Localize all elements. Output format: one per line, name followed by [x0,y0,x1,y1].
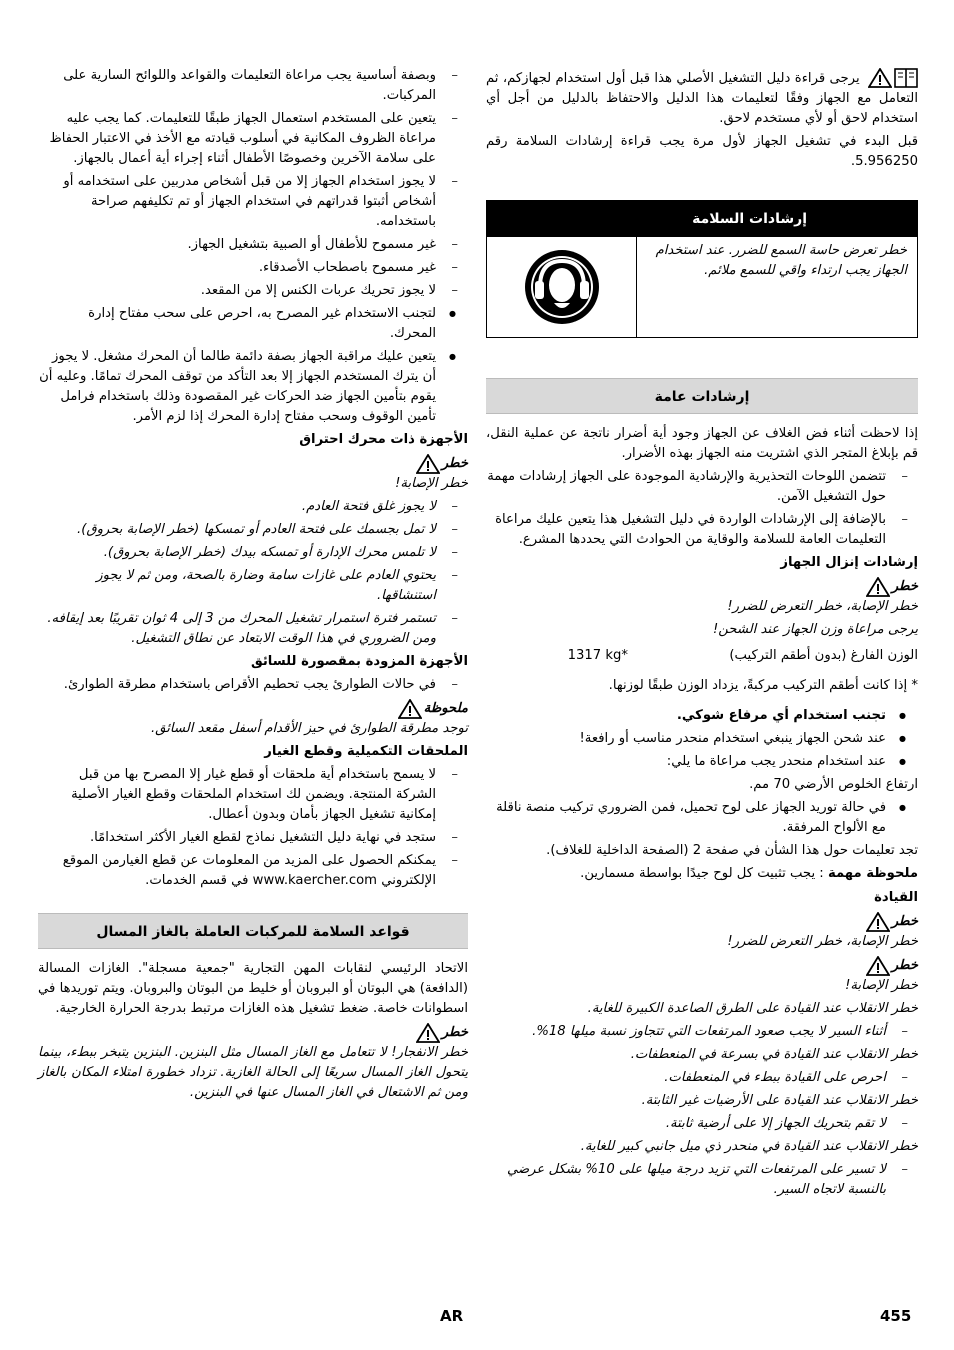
unload-heading: إرشادات إنزال الجهاز [780,555,918,570]
engine-danger-1: خطر الإصابة! [395,476,468,491]
list-item: – يمكنكم الحصول على المزيد من المعلومات عن قطع الغيارمن الموقع الإلكتروني www.kaercher.com في قسم الخدمات. [38,851,468,891]
pallet-note: تجد تعليمات حول هذا الشأن في صفحة 2 (الصفحة الداخلية للغلاف). [546,843,918,858]
drive-list-4 [486,1160,918,1200]
lpg-paragraph: الاتحاد الرئيسي لنقابات المهن التجارية "جمعية مسجلة". الغازات المسالة (الدافعة) هي البوتان أو البروبان أو خليط من البوتان والبروبان. ويتم توريدها في اسطوانات خاصة. ضغط تشغيل هذه الغازات مرتبط بدرجة الحرارة الخارجية. [38,961,468,1016]
drive-danger-3: خطر الانقلاب عند القيادة على الطرق الصاعدة الكبيرة للغاية. [587,1001,918,1016]
warning-triangle-icon [866,577,890,597]
pallet-list [486,798,918,838]
warning-triangle-icon [398,699,422,719]
safety-table-row [487,237,917,337]
danger-line [486,577,918,597]
list-item: – أثناء السير لا يجب صعود المرتفعات التي تتجاوز نسبة ميلها 18%. [486,1022,918,1042]
list-item: – وبصفة أساسية يجب مراعاة التعليمات والقواعد واللوائح السارية على المركبات. [38,66,468,106]
warning-triangle-icon [866,912,890,932]
cab-note: توجد مطرقة الطوارئ في حيز الأقدام أسفل مقعد السائق. [151,721,468,736]
unload-danger-2: يرجى مراعاة وزن الجهاز عند الشحن! [713,622,918,637]
rules-list [38,66,468,301]
engine-list [38,497,468,649]
list-item: ● تجنب استخدام أي مرفاع شوكي. [486,706,918,726]
list-item: – غير مسموح باصطحاب الأصدقاء. [38,258,468,278]
drive-danger-1: خطر الإصابة، خطر التعرض للضرر! [727,934,918,949]
weight-row [486,646,918,666]
list-item: – لا يسمح باستخدام أية ملحقات أو قطع غيار إلا المصرح بها من قبل الشركة المنتجة. ويضمن لك استخدام الملحقات وقطع الغيار الأصلية إمكانية تشغيل الجهاز بأمان وبدون أعطال. [38,765,468,825]
list-item: – ستجد في نهاية دليل التشغيل نماذج لقطع الغيار الأكثر استخدامًا. [38,828,468,848]
danger-line [486,912,918,932]
weight-value: 1317 kg* [567,648,628,663]
ear-protection-icon [522,247,602,327]
safety-table-header: إرشادات السلامة [487,201,917,237]
note-line [38,699,468,719]
list-item: – لا يجوز غلق فتحة العادم. [38,497,468,517]
operator-list [38,304,468,427]
warning-triangle-icon [868,68,892,88]
danger-line [38,1023,468,1043]
danger-label: خطر [891,914,918,929]
cab-heading: الأجهزة المزودة بمقصورة للسائق [250,654,468,669]
unload-danger-1: خطر الإصابة، خطر التعرض للضرر! [727,599,918,614]
safety-table [486,200,918,338]
manual-book-icon [894,68,918,88]
list-item: – تتضمن اللوحات التحذيرية والإرشادية الموجودة على الجهاز إرشادات مهمة حول التشغيل الآمن. [486,467,918,507]
drive-danger-5: خطر الانقلاب عند القيادة على الأرضيات غير الثابتة. [641,1093,918,1108]
warning-triangle-icon [416,1023,440,1043]
danger-line [486,956,918,976]
weight-label: الوزن الفارغ (بدون أطقم التركيب) [729,648,918,663]
intro-text-1: يرجى قراءة دليل التشغيل الأصلي هذا قبل أول استخدام لجهازكم، ثم التعامل مع الجهاز وفقًا لتعليمات هذا الدليل والاحتفاظ بالدليل من أجل أي استخدام لاحق أو لأي مستخدم لاحق. [486,71,918,126]
list-item: – لا يجوز تحريك عربات الكنس إلا من المقعد. [38,281,468,301]
left-column [38,62,468,1106]
safety-table-icon-cell [487,237,636,337]
cab-list [38,675,468,695]
list-item: – غير مسموح للأطفال أو الصبية بتشغيل الجهاز. [38,235,468,255]
shipping-list [486,706,918,772]
list-item: – لا يجوز استخدام الجهاز إلا من قبل أشخاص مدربين على استخدامه أو أشخاص أثبتوا قدراتهم في استخدام الجهاز أو تم تكليفهم صراحة باستخدامه. [38,172,468,232]
list-item: – يتعين على المستخدم استعمال الجهاز طبقًا للتعليمات. كما يجب عليه مراعاة الظروف المكانية في أسلوب قيادته مع الأخذ في الاعتبار الحفاظ على سلامة الآخرين وخصوصًا الأطفال أثناء إجراء أية أعمال بالجهاز. [38,109,468,169]
general-paragraph: إذا لاحظت أثناء فض الغلاف عن الجهاز وجود أية أضرار ناتجة عن عملية النقل، قم بإبلاغ المتجر الذي اشتريت منه الجهاز بهذه الأضرار. [486,426,918,461]
accessories-heading: الملحقات التكميلية وقطع الغيار [264,744,468,759]
drive-list-3 [486,1114,918,1134]
list-item: ● يتعين عليك مراقبة الجهاز بصفة دائمة طالما أن المحرك مشغل. لا يجوز أن يترك المستخدم الجهاز إلا بعد التأكد من توقف المحرك تمامًا. وعليه أن يقوم بتأمين الجهاز ضد الحركات غير المقصودة وذلك باستخدام فرامل تأمين الوقوف وسحب مفتاح إدارة المحرك إذا لزم الأمر. [38,347,468,427]
list-item: ● عند استخدام منحدر يجب مراعاة ما يلي: [486,752,918,772]
danger-label: خطر [891,958,918,973]
list-item: ● في حالة توريد الجهاز على لوح تحميل، فمن الضروري تركيب منصة ناقلة مع الألواح المرفقة. [486,798,918,838]
warning-triangle-icon [416,454,440,474]
intro-paragraph [486,68,918,129]
important-note-text: : يجب تثبيت كل لوح جيدًا بواسطة مسمارين. [580,866,828,881]
list-item: – في حالات الطوارئ يجب تحطيم الأقراص باستخدام مطرقة الطوارئ. [38,675,468,695]
list-item: – بالإضافة إلى الإرشادات الواردة في دليل التشغيل هذا يتعين عليك مراعاة التعليمات العامة للسلامة والوقاية من الحوادث التي يحددها المشرع. [486,510,918,550]
list-item: – تستمر فترة استمرار تشغيل المحرك من 3 إلى 4 ثوان تقريبًا بعد إيقافه. ومن الضروري في هذا الوقت الابتعاد عن نطاق التشغيل. [38,609,468,649]
engine-heading: الأجهزة ذات محرك احتراق [299,432,468,447]
danger-line [38,454,468,474]
danger-label: خطر [441,1025,468,1040]
warning-triangle-icon [866,956,890,976]
lpg-danger: خطر الانفجار! لا تتعامل مع الغاز المسال مثل البنزين. البنزين يتبخر ببطء، بينما يتحول الغاز المسال سريعًا إلى الحالة الغازية. تزداد خطورة امتلاء المكان بالغاز ومن ثم الاشتعال في الغاز المسال عنها في البنزين. [38,1045,468,1100]
lpg-heading: قواعد السلامة للمركبات العاملة بالغاز المسال [38,913,468,949]
danger-label: خطر [441,456,468,471]
drive-danger-4: خطر الانقلاب عند القيادة في بسرعة في المنعطفات. [630,1047,918,1062]
driving-heading: القيادة [874,890,918,905]
intro-text-2: قبل البدء في تشغيل الجهاز لأول مرة يجب قراءة إرشادات السلامة رقم 5.956250. [486,134,918,169]
list-item: – لا تسير على المرتفعات التي تزيد درجة ميلها على 10% بشكل عرضي بالنسبة لاتجاه السير. [486,1160,918,1200]
right-column [486,62,918,1203]
note-label: ملحوظة [423,701,468,716]
drive-list-2 [486,1068,918,1088]
general-list [486,467,918,550]
list-item: – احرص على القيادة ببطء في المنعطفات. [486,1068,918,1088]
list-item: ● عند شحن الجهاز ينبغي استخدام منحدر مناسب أو رافعة! [486,729,918,749]
list-item: – لا تلمس محرك الإدارة أو تمسكه بيدك (خطر الإصابة بحروق). [38,543,468,563]
accessories-list [38,765,468,891]
list-item: – يحتوي العادم على غازات سامة وضارة بالصحة، ومن ثم لا يجوز استنشاقها. [38,566,468,606]
list-item: – لا تقم بتحريك الجهاز إلا على أرضية ثابتة. [486,1114,918,1134]
important-note-label: ملحوظة مهمة [827,866,918,881]
drive-list-1 [486,1022,918,1042]
clearance-text: ارتفاع الخلوص الأرضي 70 مم. [749,777,918,792]
list-item: ● لتجنب الاستخدام غير المصرح به، احرص على سحب مفتاح إدارة المحرك. [38,304,468,344]
language-code: AR [440,1307,464,1325]
list-item: – لا تمل بجسمك على فتحة العادم أو تمسكها (خطر الإصابة بحروق). [38,520,468,540]
drive-danger-6: خطر الانقلاب عند القيادة في منحدر ذي ميل جانبي كبير للغاية. [580,1139,918,1154]
weight-note: * إذا كانت أطقم التركيب مركبةً، يزداد الوزن طبقًا لوزنها. [608,678,918,693]
drive-danger-2: خطر الإصابة! [845,978,918,993]
important-note [486,864,918,884]
general-instructions-heading: إرشادات عامة [486,378,918,414]
safety-table-text: خطر تعرض حاسة السمع للضرر. عند استخدام الجهاز يجب ارتداء واقي للسمع ملائم. [636,237,917,337]
intro-icons [868,68,918,88]
danger-label: خطر [891,579,918,594]
page-number: 455 [880,1307,912,1325]
